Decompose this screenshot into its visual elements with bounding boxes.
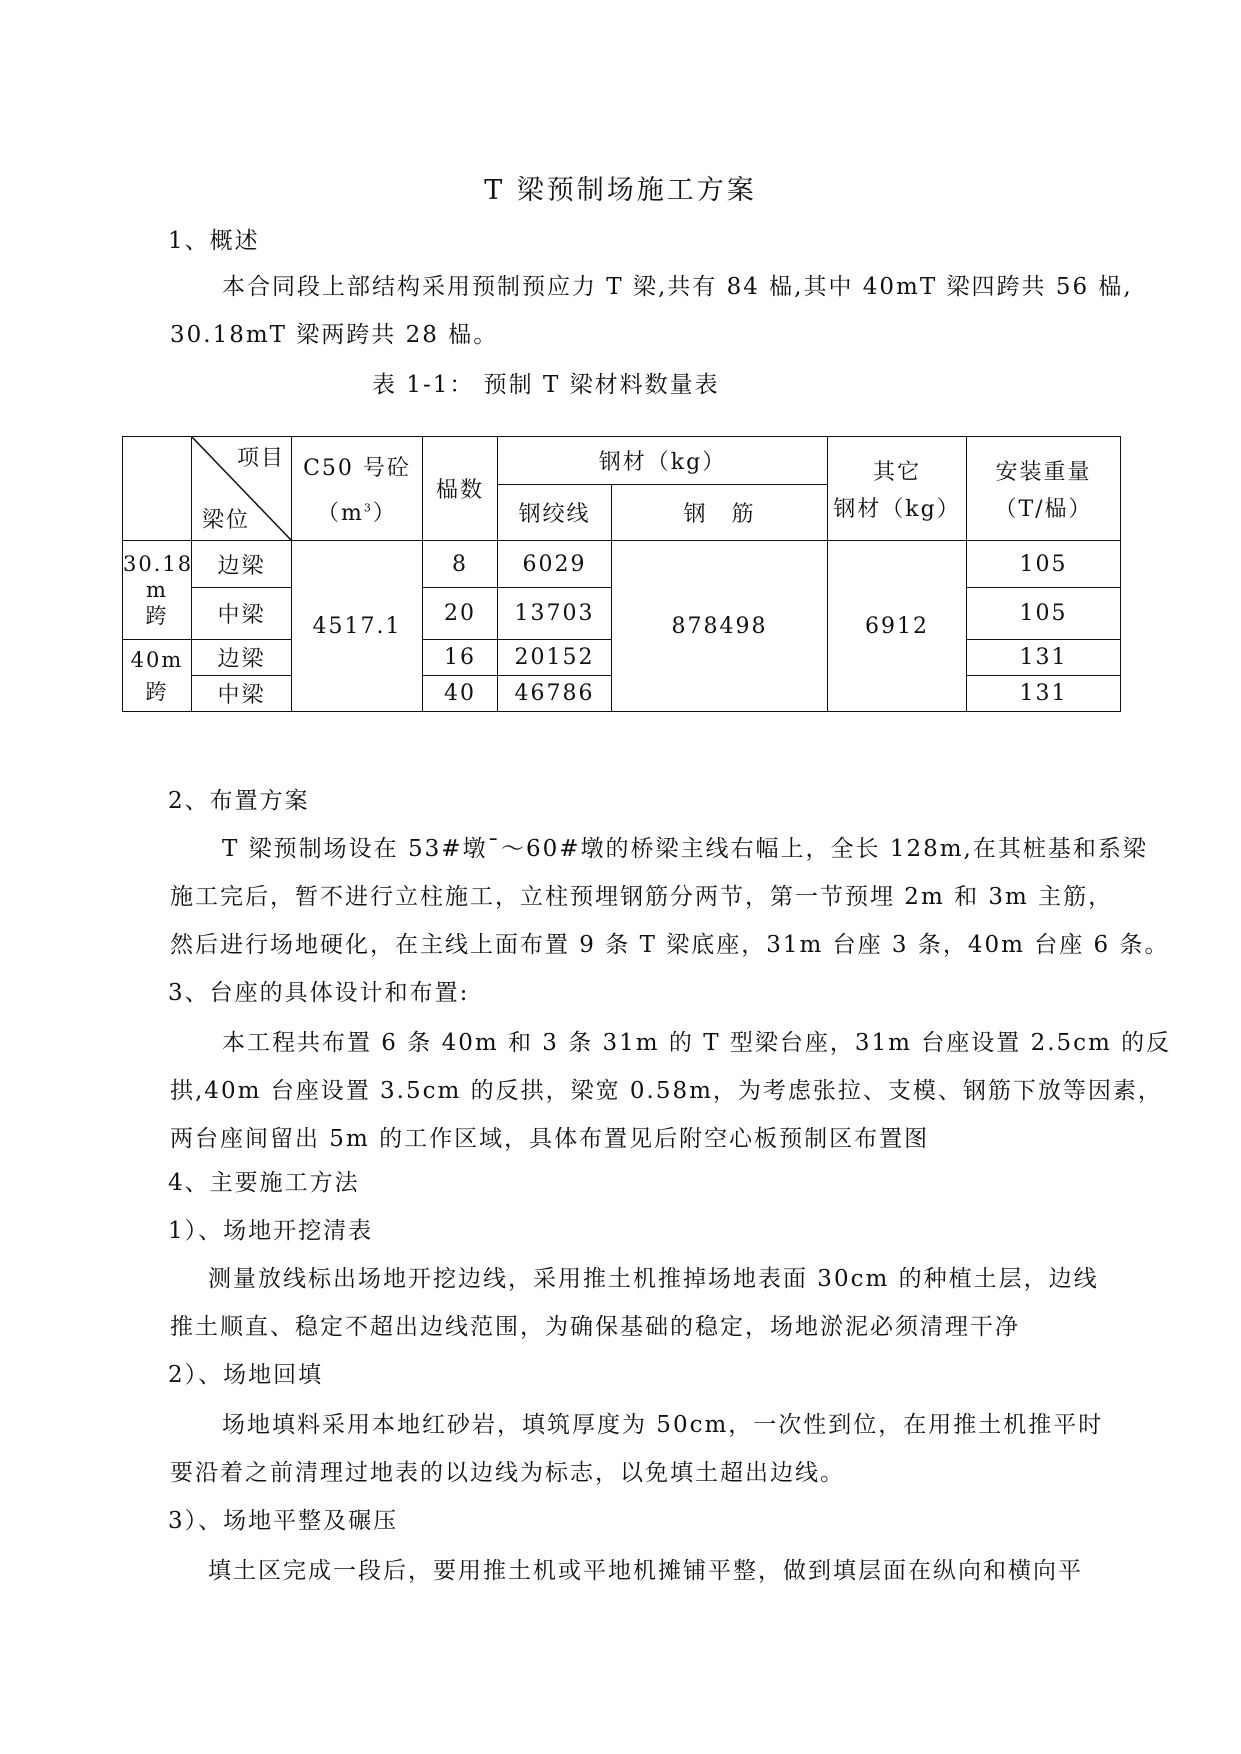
table-cell-rebar: 878498 [612, 541, 828, 712]
table-cell-count: 8 [423, 541, 498, 588]
table-cell-weight: 105 [967, 588, 1121, 640]
table-cell-strand: 20152 [498, 640, 612, 676]
page-title: T 梁预制场施工方案 [484, 175, 757, 206]
table-cell-count: 40 [423, 676, 498, 712]
table-cell-strand: 46786 [498, 676, 612, 712]
header-steel: 钢材（kg） [498, 437, 828, 485]
section-2-text-line-2: 施工完后，暂不进行立柱施工，立柱预埋钢筋分两节，第一节预埋 2m 和 3m 主筋， [170, 884, 1114, 910]
span-30-18m: 30.18 m 跨 [123, 541, 192, 640]
table-cell-strand: 13703 [498, 588, 612, 640]
header-c50-unit: $(m^3)$ [317, 500, 397, 526]
header-item: 项目 [236, 446, 285, 471]
table-cell-weight: 105 [967, 541, 1121, 588]
section-1-heading: 1、概述 [168, 228, 260, 254]
diagonal-header-cell [192, 437, 292, 541]
header-beam-position: 梁位 [202, 508, 251, 533]
corner-cell [123, 437, 192, 541]
section-2-heading: 2、布置方案 [168, 788, 310, 814]
header-weight-line-1: 安装重量 [995, 459, 1092, 485]
table-cell-weight: 131 [967, 676, 1121, 712]
table-cell-pos: 中梁 [192, 676, 292, 712]
subsection-2-heading: 2）、场地回填 [168, 1362, 324, 1388]
table-cell-count: 16 [423, 640, 498, 676]
subsection-2-text-line-1: 场地填料采用本地红砂岩，填筑厚度为 50cm，一次性到位，在用推土机推平时 [222, 1412, 1104, 1438]
header-rebar: 钢 筋 [612, 485, 828, 541]
subsection-1-text-line-2: 推土顺直、稳定不超出边线范围，为确保基础的稳定，场地淤泥必须清理干净 [170, 1314, 1020, 1340]
header-install-weight [967, 437, 1121, 541]
section-3-text-line-2: 拱,40m 台座设置 3.5cm 的反拱，梁宽 0.58m，为考虑张拉、支模、钢筋下放等因素， [170, 1078, 1163, 1104]
section-2-text-line-3: 然后进行场地硬化，在主线上面布置 9 条 T 梁底座，31m 台座 3 条，40m 台座 6 条。 [170, 932, 1170, 958]
header-other-line-1: 其它 [873, 459, 922, 485]
section-1-text-line-2: 30.18mT 梁两跨共 28 榀。 [170, 322, 499, 348]
section-4-heading: 4、主要施工方法 [168, 1170, 360, 1196]
section-3-text-line-3: 两台座间留出 5m 的工作区域，具体布置见后附空心板预制区布置图 [170, 1126, 930, 1152]
table-cell-other: 6912 [828, 541, 967, 712]
table-cell-strand: 6029 [498, 541, 612, 588]
material-quantity-table [122, 436, 1121, 712]
section-2-text-line-1: T 梁预制场设在 53#墩¯～60#墩的桥梁主线右幅上，全长 128m,在其桩基和系梁 [222, 836, 1148, 862]
header-c50-concrete [292, 437, 423, 541]
table-cell-weight: 131 [967, 640, 1121, 676]
table-cell-concrete: 4517.1 [292, 541, 423, 712]
subsection-1-heading: 1）、场地开挖清表 [168, 1218, 374, 1244]
subsection-3-text-line-1: 填土区完成一段后，要用推土机或平地机摊铺平整，做到填层面在纵向和横向平 [208, 1558, 1083, 1584]
section-1-text-line-1: 本合同段上部结构采用预制预应力 T 梁,共有 84 榀,其中 40mT 梁四跨共 56 榀, [222, 274, 1133, 300]
subsection-3-heading: 3）、场地平整及碾压 [168, 1508, 399, 1534]
subsection-1-text-line-1: 测量放线标出场地开挖边线，采用推土机推掉场地表面 30cm 的种植土层，边线 [208, 1266, 1099, 1292]
header-strand: 钢绞线 [498, 485, 612, 541]
header-other-line-2: 钢材（kg） [833, 496, 961, 522]
table-cell-pos: 边梁 [192, 541, 292, 588]
header-weight-line-2: （T/榀） [994, 496, 1093, 522]
header-c50-label: C50 号砼 [303, 455, 411, 481]
header-count: 榀数 [423, 437, 498, 541]
table-cell-count: 20 [423, 588, 498, 640]
table-cell-pos: 边梁 [192, 640, 292, 676]
header-other-steel [828, 437, 967, 541]
subsection-2-text-line-2: 要沿着之前清理过地表的以边线为标志，以免填土超出边线。 [170, 1460, 845, 1486]
table-caption: 表 1-1： 预制 T 梁材料数量表 [372, 372, 720, 398]
section-3-text-line-1: 本工程共布置 6 条 40m 和 3 条 31m 的 T 型梁台座，31m 台座设置 2.5cm 的反 [222, 1030, 1172, 1056]
table-cell-pos: 中梁 [192, 588, 292, 640]
section-3-heading: 3、台座的具体设计和布置: [168, 980, 470, 1006]
span-40m: 40m 跨 [123, 640, 192, 712]
